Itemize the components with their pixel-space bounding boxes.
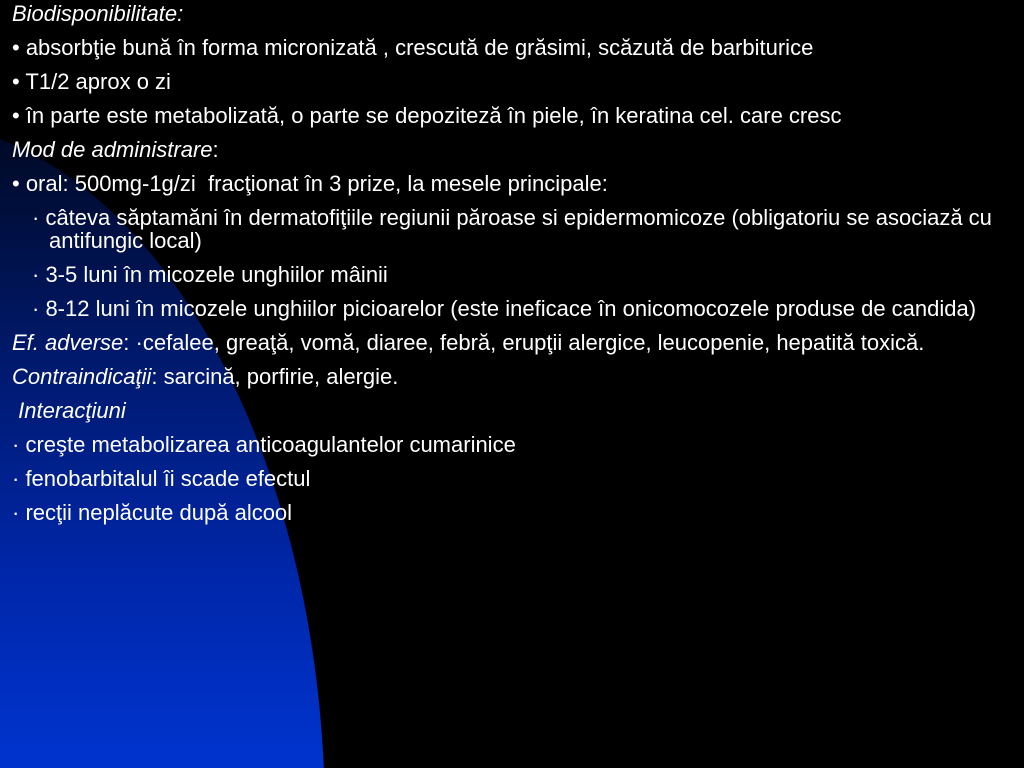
interactiune-item: · creşte metabolizarea anticoagulantelor cumarinice <box>12 432 516 457</box>
bullet-absorbtie: • absorbţie bună în forma micronizată , crescută de grăsimi, scăzută de barbiturice <box>12 35 814 60</box>
section-heading-interactiuni: Interacţiuni <box>12 398 126 423</box>
bullet-t-half: • T1/2 aprox o zi <box>12 69 171 94</box>
efecte-adverse-text: : ·cefalee, greaţă, vomă, diaree, febră, erupţii alergice, leucopenie, hepatită toxică. <box>123 330 925 355</box>
efecte-adverse-label: Ef. adverse <box>12 330 124 355</box>
sub-item-picioare: · 8-12 luni în micozele unghiilor picioarelor (este ineficace în onicomocozele produse de candida) <box>32 296 977 321</box>
sub-item-maini: · 3-5 luni în micozele unghiilor mâinii <box>32 262 388 287</box>
contraindicatii-text: : sarcină, porfirie, alergie. <box>151 364 399 389</box>
section-heading-biodisponibilitate: Biodisponibilitate: <box>12 1 184 26</box>
bullet-metabolizare: • în parte este metabolizată, o parte se depoziteză în piele, în keratina cel. care cresc <box>12 103 842 128</box>
slide-content <box>12 2 1012 535</box>
bullet-oral-dosage: • oral: 500mg-1g/zi fracţionat în 3 prize, la mesele principale: <box>12 171 608 196</box>
section-efecte-adverse <box>12 331 1012 354</box>
section-contraindicatii <box>12 365 1012 388</box>
heading-label: Mod de administrare <box>12 137 213 162</box>
contraindicatii-label: Contraindicaţii <box>12 364 152 389</box>
sub-item-dermatofitii: · câteva săptamăni în dermatofiţiile regiunii păroase si epidermomicoze (obligatoriu se asociază cu antifungic local) <box>32 205 999 253</box>
interactiune-item: · recţii neplăcute după alcool <box>12 500 293 525</box>
interactiune-item: · fenobarbitalul îi scade efectul <box>12 466 311 491</box>
heading-colon: : <box>212 137 219 162</box>
section-heading-mod-administrare <box>12 138 1012 161</box>
